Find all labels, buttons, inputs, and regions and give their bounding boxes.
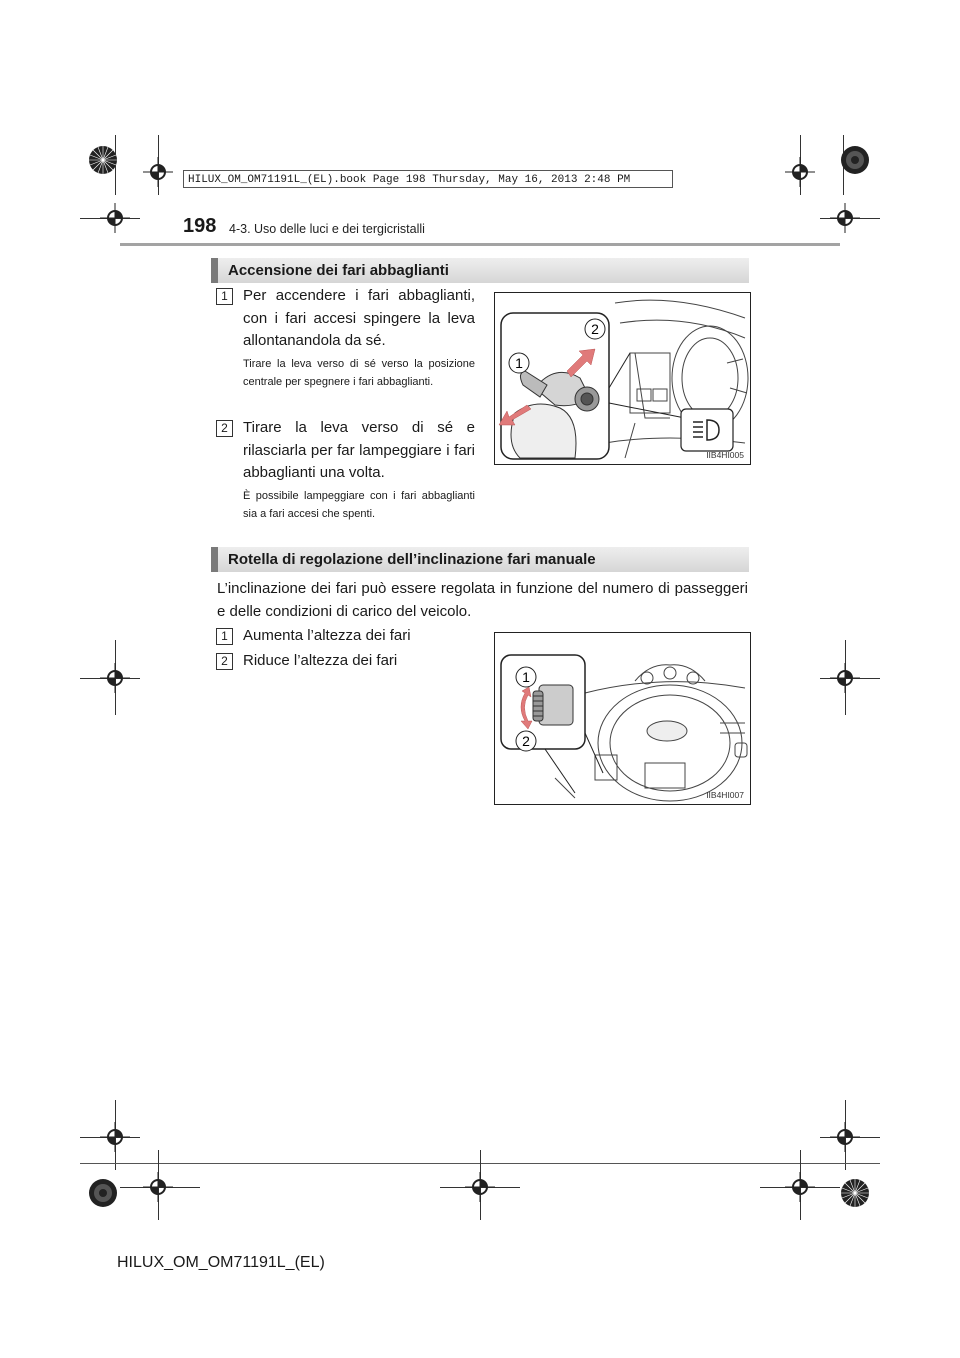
crosshair-mark-icon [785,157,815,187]
callout-1: 1 [515,355,523,371]
callout-1: 1 [522,669,530,685]
section2-intro: L’inclinazione dei fari può essere regolata in funzione del numero di passeggeri e delle condizioni di carico del veicolo. [217,580,748,620]
dial-item-text-1: Aumenta l’altezza dei fari [243,627,411,644]
section-heading-leveling-dial: Rotella di regolazione dell’inclinazione fari manuale [211,547,749,572]
step-text-2: Tirare la leva verso di sé e rilasciarla per far lampeggiare i fari abbaglianti una volta. [243,419,475,481]
starburst-mark-icon [88,145,118,175]
figure-leveling-dial [494,632,751,805]
callout-2: 2 [522,733,530,749]
crosshair-mark-icon [465,1172,495,1202]
callout-2: 2 [591,321,599,337]
dial-item-number-2: 2 [216,653,233,670]
running-head: 4-3. Uso delle luci e dei tergicristalli [229,222,425,236]
step-note-2: È possibile lampeggiare con i fari abbaglianti sia a fari accesi che spenti. [243,490,475,520]
page-number: 198 [183,215,217,237]
crosshair-mark-icon [143,157,173,187]
crosshair-mark-icon [100,203,130,233]
section-heading-high-beam: Accensione dei fari abbaglianti [211,258,749,283]
crosshair-mark-icon [785,1172,815,1202]
dial-item-number-1: 1 [216,628,233,645]
crosshair-mark-icon [830,203,860,233]
crosshair-mark-icon [830,1122,860,1152]
starburst-mark-icon [840,145,870,175]
figure-high-beam-lever [494,292,751,465]
step-number-1: 1 [216,288,233,305]
crosshair-mark-icon [100,1122,130,1152]
dial-illustration [495,633,750,804]
dial-item-text-2: Riduce l’altezza dei fari [243,652,398,669]
step-number-2: 2 [216,420,233,437]
step-note-1: Tirare la leva verso di sé verso la posizione centrale per spegnere i fari abbaglianti. [243,358,475,388]
crosshair-mark-icon [143,1172,173,1202]
step-text-1: Per accendere i fari abbaglianti, con i fari accesi spingere la leva allontanandola da sé. [243,287,475,349]
figure-code: IIB4HI005 [706,450,744,460]
header-rule [120,243,840,246]
footer-doc-code: HILUX_OM_OM71191L_(EL) [117,1254,325,1271]
figure-code: IIB4HI007 [706,790,744,800]
starburst-mark-icon [840,1178,870,1208]
crosshair-mark-icon [830,663,860,693]
crosshair-mark-icon [100,663,130,693]
file-info-bar: HILUX_OM_OM71191L_(EL).book Page 198 Thursday, May 16, 2013 2:48 PM [183,170,673,188]
starburst-mark-icon [88,1178,118,1208]
lever-illustration [495,293,750,464]
